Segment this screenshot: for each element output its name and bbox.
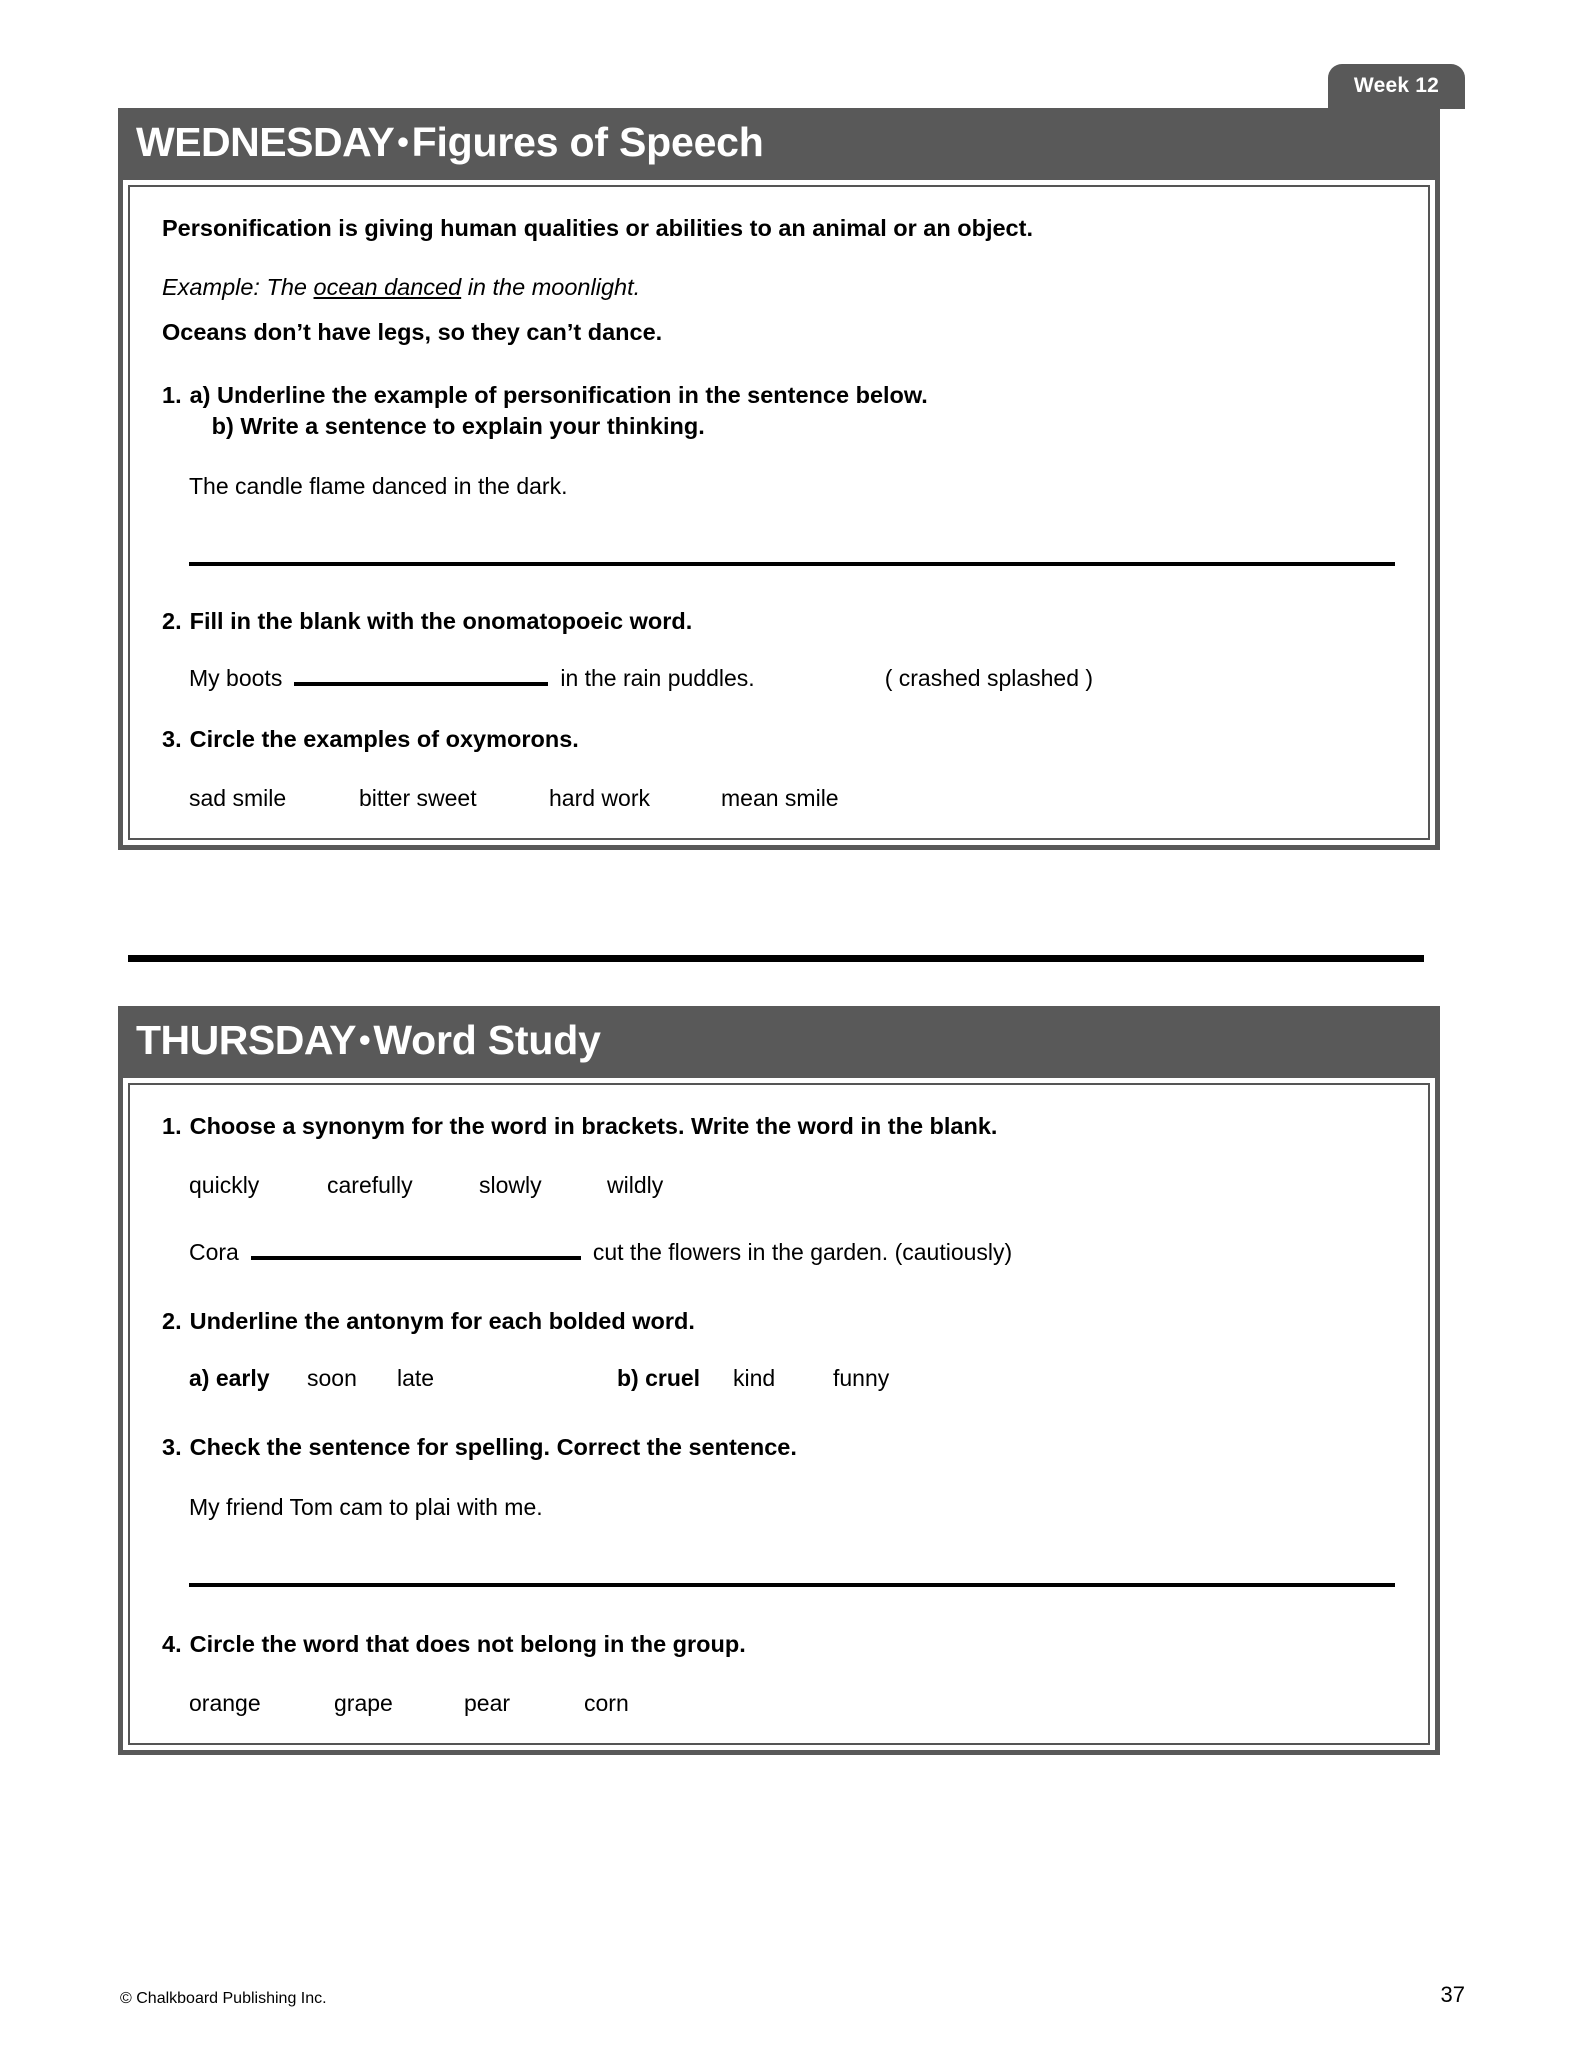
question-text: Underline the antonym for each bolded word. bbox=[189, 1308, 695, 1335]
word-bank-item[interactable]: slowly bbox=[479, 1172, 542, 1199]
wednesday-header-title bbox=[136, 120, 1440, 164]
thursday-frame bbox=[118, 1006, 1440, 1755]
personification-definition: Personification is giving human qualities or abilities to an animal or an object. bbox=[162, 215, 1033, 242]
thursday-question-4 bbox=[162, 1629, 1398, 1660]
question-1a-text: a) Underline the example of personification in the sentence below. bbox=[189, 381, 928, 408]
example-underlined-phrase: ocean danced bbox=[313, 273, 462, 300]
question-1b-text: b) Write a sentence to explain your thinking. bbox=[211, 412, 705, 439]
page-number: 37 bbox=[1440, 1982, 1465, 2007]
question-text: Check the sentence for spelling. Correct the sentence. bbox=[189, 1434, 797, 1461]
choice-item[interactable]: orange bbox=[189, 1690, 261, 1717]
question-text: Circle the word that does not belong in the group. bbox=[189, 1631, 746, 1658]
wednesday-question-3 bbox=[162, 724, 1398, 755]
week-tab bbox=[1328, 64, 1465, 109]
question-number: 2. bbox=[162, 1308, 182, 1335]
question-text: Fill in the blank with the onomatopoeic word. bbox=[189, 607, 693, 634]
wednesday-topic-label: Figures of Speech bbox=[411, 119, 764, 165]
wednesday-q1-sentence: The candle flame danced in the dark. bbox=[189, 472, 568, 499]
wednesday-q1-answer-line[interactable] bbox=[189, 562, 1395, 566]
thursday-header-title bbox=[136, 1018, 1440, 1062]
wednesday-q2-sentence-row bbox=[162, 665, 1398, 692]
q1-fill-blank[interactable] bbox=[251, 1256, 581, 1260]
example-suffix: in the moonlight. bbox=[461, 273, 641, 300]
section-thursday bbox=[118, 1006, 1440, 1755]
thursday-q4-choices bbox=[162, 1690, 1398, 1717]
example-prefix: Example: The bbox=[162, 273, 314, 300]
thursday-question-2 bbox=[162, 1306, 1398, 1337]
antonym-option[interactable]: soon bbox=[307, 1365, 357, 1392]
choice-item[interactable]: corn bbox=[584, 1690, 629, 1717]
question-text: Choose a synonym for the word in brackets. Write the word in the blank. bbox=[189, 1113, 998, 1140]
word-bank-item[interactable]: quickly bbox=[189, 1172, 260, 1199]
q2-fill-blank[interactable] bbox=[294, 682, 548, 686]
wednesday-frame bbox=[118, 108, 1440, 850]
section-wednesday bbox=[118, 108, 1440, 850]
q2-sentence-before: My boots bbox=[189, 664, 283, 691]
thursday-q2-antonym-row bbox=[162, 1365, 1398, 1392]
question-number: 2. bbox=[162, 607, 182, 634]
q2-sentence-after: in the rain puddles. bbox=[560, 664, 755, 691]
antonym-option[interactable]: kind bbox=[733, 1365, 776, 1392]
personification-explanation: Oceans don’t have legs, so they can’t dance. bbox=[162, 319, 663, 346]
choice-item[interactable]: grape bbox=[334, 1690, 393, 1717]
antonym-option[interactable]: late bbox=[397, 1365, 435, 1392]
question-number: 1. bbox=[162, 381, 182, 408]
word-bank-item[interactable]: carefully bbox=[327, 1172, 413, 1199]
choice-item[interactable]: pear bbox=[464, 1690, 511, 1717]
wednesday-question-2 bbox=[162, 606, 1398, 637]
bullet-separator-icon: • bbox=[359, 1021, 371, 1058]
choice-item[interactable]: mean smile bbox=[721, 784, 839, 811]
thursday-q3-answer-line[interactable] bbox=[189, 1583, 1395, 1587]
wednesday-bottom-shadow-rule bbox=[128, 955, 1424, 962]
question-number: 3. bbox=[162, 725, 182, 752]
copyright-text: © Chalkboard Publishing Inc. bbox=[120, 1990, 327, 2007]
q1-sentence-before: Cora bbox=[189, 1239, 239, 1266]
thursday-q3-sentence: My friend Tom cam to plai with me. bbox=[189, 1494, 543, 1521]
wednesday-day-label: WEDNESDAY bbox=[136, 119, 395, 165]
bullet-separator-icon: • bbox=[397, 123, 409, 160]
wednesday-question-1 bbox=[162, 380, 1398, 442]
q2-options: ( crashed splashed ) bbox=[884, 664, 1094, 691]
q1-sentence-after: cut the flowers in the garden. (cautiously) bbox=[592, 1239, 1013, 1266]
thursday-day-label: THURSDAY bbox=[136, 1017, 357, 1063]
question-number: 1. bbox=[162, 1113, 182, 1140]
thursday-topic-label: Word Study bbox=[373, 1017, 601, 1063]
antonym-option[interactable]: funny bbox=[833, 1365, 890, 1392]
choice-item[interactable]: hard work bbox=[549, 784, 650, 811]
choice-item[interactable]: sad smile bbox=[189, 784, 287, 811]
week-tab-label: Week 12 bbox=[1353, 74, 1439, 97]
thursday-q1-word-bank bbox=[162, 1172, 1398, 1199]
thursday-question-1 bbox=[162, 1111, 1398, 1142]
thursday-question-3 bbox=[162, 1432, 1398, 1463]
antonym-prompt-b: b) cruel bbox=[617, 1365, 701, 1392]
question-text bbox=[190, 380, 1398, 442]
wednesday-q3-choices bbox=[162, 785, 1398, 812]
thursday-q1-sentence-row bbox=[162, 1239, 1398, 1266]
antonym-prompt-a: a) early bbox=[189, 1365, 270, 1392]
wednesday-content-panel bbox=[128, 185, 1430, 840]
thursday-header-bar bbox=[118, 1006, 1440, 1078]
page-footer bbox=[120, 1982, 1465, 2008]
choice-item[interactable]: bitter sweet bbox=[359, 784, 477, 811]
question-number: 4. bbox=[162, 1631, 182, 1658]
personification-example bbox=[162, 272, 1398, 303]
wednesday-header-bar bbox=[118, 108, 1440, 180]
question-number: 3. bbox=[162, 1434, 182, 1461]
word-bank-item[interactable]: wildly bbox=[607, 1172, 664, 1199]
thursday-content-panel bbox=[128, 1083, 1430, 1745]
question-text: Circle the examples of oxymorons. bbox=[189, 725, 579, 752]
